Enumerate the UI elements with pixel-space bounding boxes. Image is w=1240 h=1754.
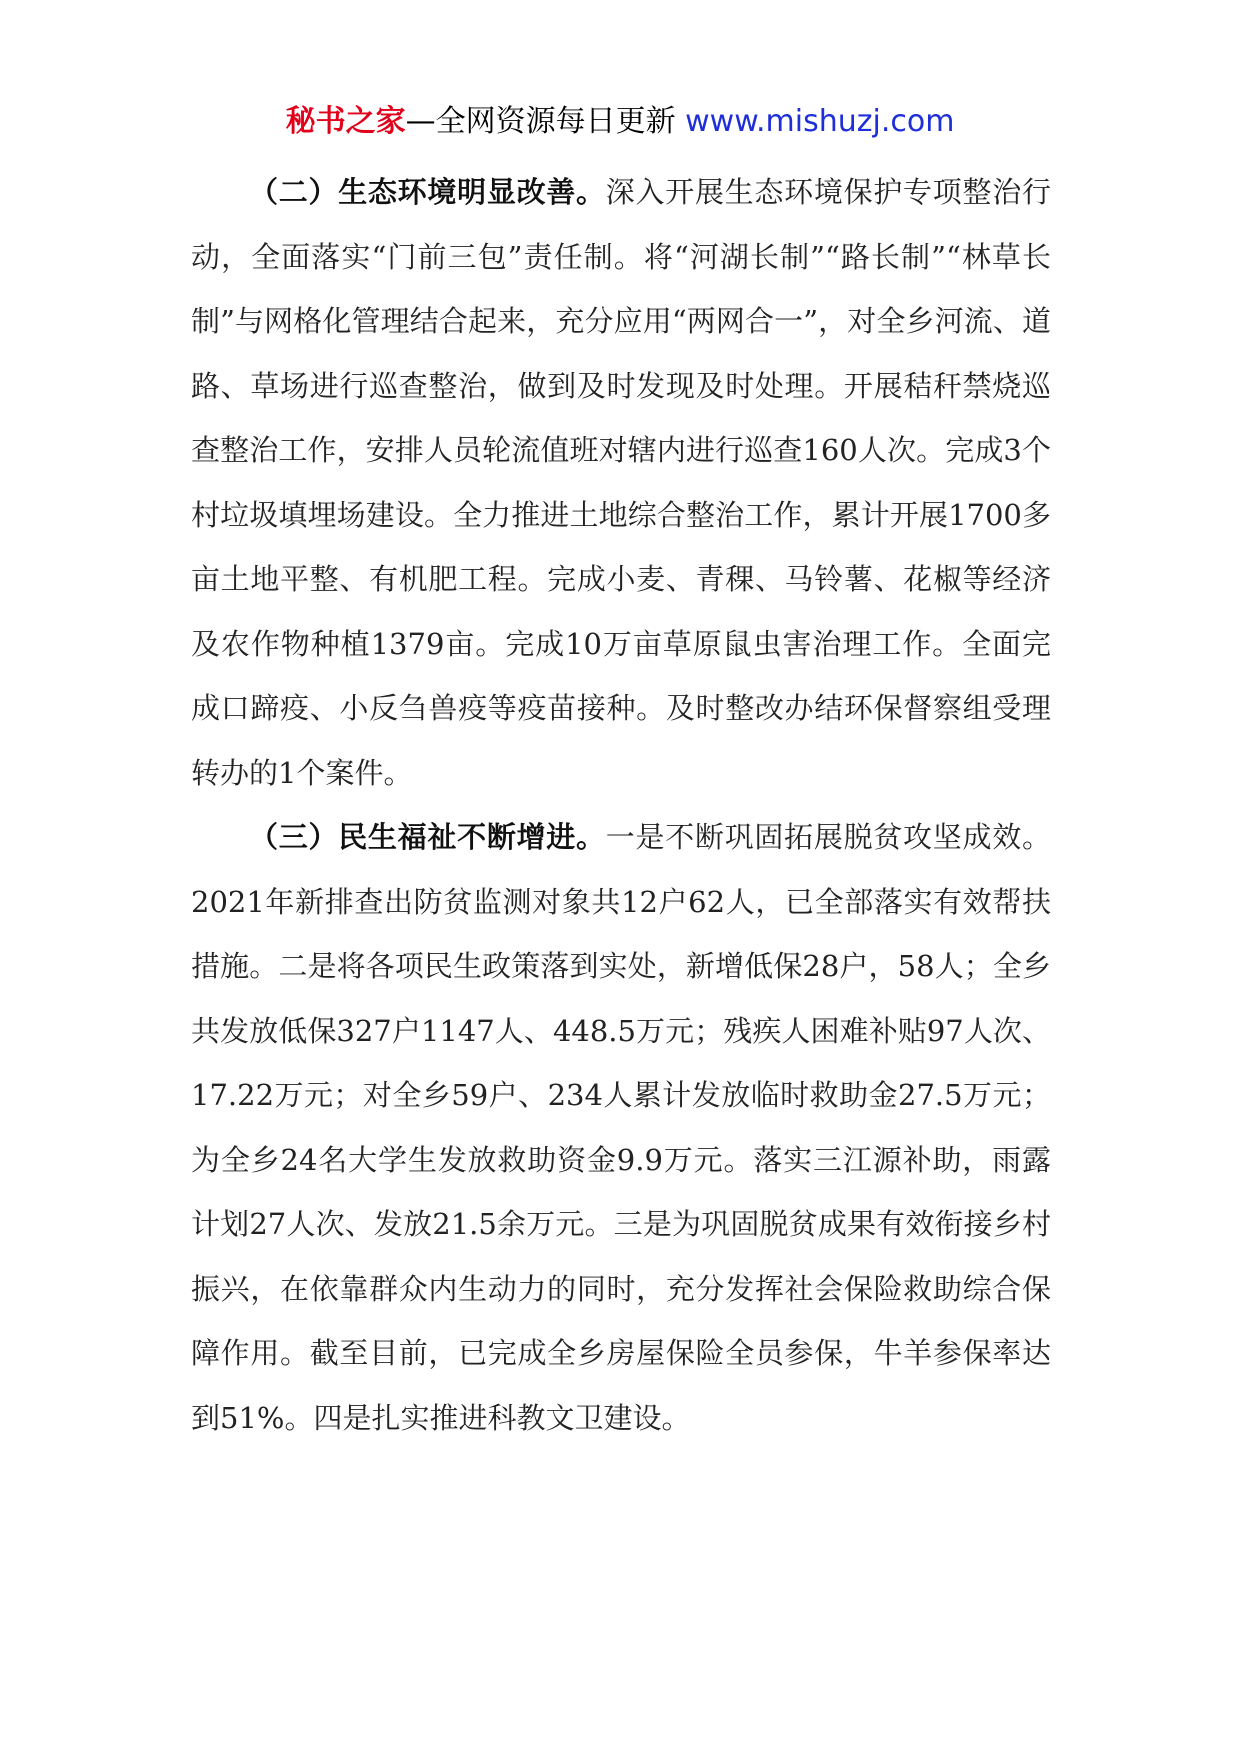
section-3-text: 一是不断巩固拓展脱贫攻坚成效。2021年新排查出防贫监测对象共12户62人，已全部落实有效帮扶措施。二是将各项民生政策落到实处，新增低保28户，58人；全乡共发放低保327户1147人、448.5万元；残疾人困难补贴97人次、17.22万元；对全乡59户、234人累计发放临时救助金27.5万元；为全乡24名大学生发放救助资金9.9万元。落实三江源补助，雨露计划27人次、发放21.5余万元。三是为巩固脱贫成果有效衔接乡村振兴，在依靠群众内生动力的同时，充分发挥社会保险救助综合保障作用。截至目前，已完成全乡房屋保险全员参保，牛羊参保率达到51%。四是扎实推进科教文卫建设。 — [191, 820, 1051, 1435]
banner-tagline: —全网资源每日更新 — [405, 104, 676, 139]
banner-brand: 秘书之家 — [285, 104, 406, 139]
document-body — [191, 160, 1051, 1450]
paragraph-section-3 — [191, 805, 1051, 1450]
paragraph-section-2 — [191, 160, 1051, 805]
banner-url[interactable]: www.mishuzj.com — [685, 104, 955, 139]
site-banner — [0, 100, 1240, 144]
section-2-text: 深入开展生态环境保护专项整治行动，全面落实“门前三包”责任制。将“河湖长制”“路长制”“林草长制”与网格化管理结合起来，充分应用“两网合一”，对全乡河流、道路、草场进行巡查整治，做到及时发现及时处理。开展秸秆禁烧巡查整治工作，安排人员轮流值班对辖内进行巡查160人次。完成3个村垃圾填埋场建设。全力推进土地综合整治工作，累计开展1700多亩土地平整、有机肥工程。完成小麦、青稞、马铃薯、花椒等经济及农作物种植1379亩。完成10万亩草原鼠虫害治理工作。全面完成口蹄疫、小反刍兽疫等疫苗接种。及时整改办结环保督察组受理转办的1个案件。 — [191, 175, 1051, 790]
section-2-heading: （二）生态环境明显改善。 — [249, 175, 606, 209]
section-3-heading: （三）民生福祉不断增进。 — [249, 820, 606, 854]
